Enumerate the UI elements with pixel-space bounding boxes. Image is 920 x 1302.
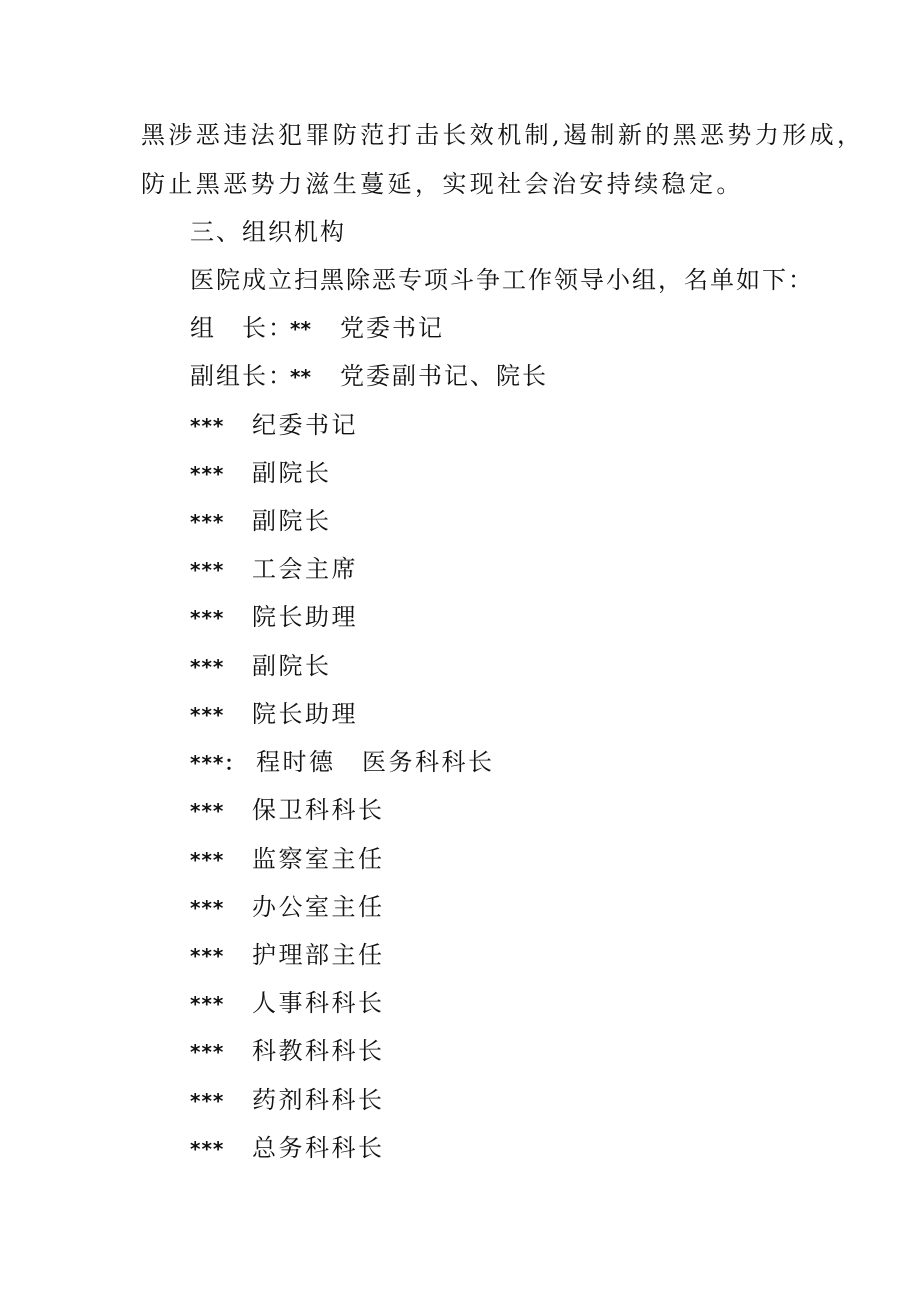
- member-row: [190, 602, 358, 633]
- leader-role: 副组长：: [190, 362, 294, 390]
- member-name: ***: [190, 1040, 225, 1064]
- member-row: [190, 988, 385, 1019]
- member-name: ***：: [190, 751, 246, 775]
- member-row: [190, 747, 495, 778]
- member-name: ***: [190, 896, 225, 920]
- leader-title: 党委副书记、院长: [340, 362, 548, 390]
- leader-row-deputy-leader: [190, 361, 548, 392]
- member-name: ***: [190, 606, 225, 630]
- member-title: 护理部主任: [252, 941, 385, 969]
- member-title: 副院长: [252, 459, 332, 487]
- member-title: 科教科科长: [252, 1037, 385, 1065]
- member-title: 药剂科科长: [252, 1086, 385, 1114]
- member-name: ***: [190, 462, 225, 486]
- member-row: [190, 940, 385, 971]
- member-name: ***: [190, 703, 225, 727]
- member-name: ***: [190, 1089, 225, 1113]
- member-row: [190, 410, 358, 441]
- member-name: ***: [190, 848, 225, 872]
- leader-name: **: [290, 317, 311, 341]
- leader-role: 组 长：: [190, 314, 294, 342]
- member-row: [190, 458, 332, 489]
- paragraph-line-1: 黑涉恶违法犯罪防范打击长效机制,遏制新的黑恶势力形成，: [141, 121, 865, 149]
- member-name: ***: [190, 799, 225, 823]
- member-row: [190, 844, 385, 875]
- member-row: [190, 506, 332, 537]
- leader-name: **: [290, 365, 311, 389]
- member-name: ***: [190, 558, 225, 582]
- member-name: ***: [190, 1137, 225, 1161]
- member-row: [190, 699, 358, 730]
- member-row: [190, 1085, 385, 1116]
- member-name: ***: [190, 510, 225, 534]
- member-title: 人事科科长: [252, 989, 385, 1017]
- member-row: [190, 651, 332, 682]
- leader-title: 党委书记: [340, 314, 444, 342]
- member-title: 副院长: [252, 652, 332, 680]
- member-title: 监察室主任: [252, 845, 385, 873]
- section-heading: 三、组织机构: [190, 218, 346, 246]
- member-title: 工会主席: [252, 555, 358, 583]
- member-row: [190, 1036, 385, 1067]
- member-name: ***: [190, 414, 225, 438]
- member-name: ***: [190, 992, 225, 1016]
- member-row: [190, 1133, 385, 1164]
- member-title: 院长助理: [252, 700, 358, 728]
- member-row: [190, 554, 358, 585]
- member-row: [190, 795, 385, 826]
- leader-row-group-leader: [190, 313, 444, 344]
- member-title: 副院长: [252, 507, 332, 535]
- member-title: 总务科科长: [252, 1134, 385, 1162]
- member-title: 办公室主任: [252, 893, 385, 921]
- member-name: ***: [190, 944, 225, 968]
- intro-text: 医院成立扫黑除恶专项斗争工作领导小组，名单如下：: [190, 266, 814, 294]
- member-row: [190, 892, 385, 923]
- member-title: 纪委书记: [252, 411, 358, 439]
- member-name: ***: [190, 655, 225, 679]
- paragraph-line-2: 防止黑恶势力滋生蔓延，实现社会治安持续稳定。: [141, 170, 744, 198]
- member-title: 程时德 医务科科长: [256, 748, 495, 776]
- member-title: 保卫科科长: [252, 796, 385, 824]
- member-title: 院长助理: [252, 603, 358, 631]
